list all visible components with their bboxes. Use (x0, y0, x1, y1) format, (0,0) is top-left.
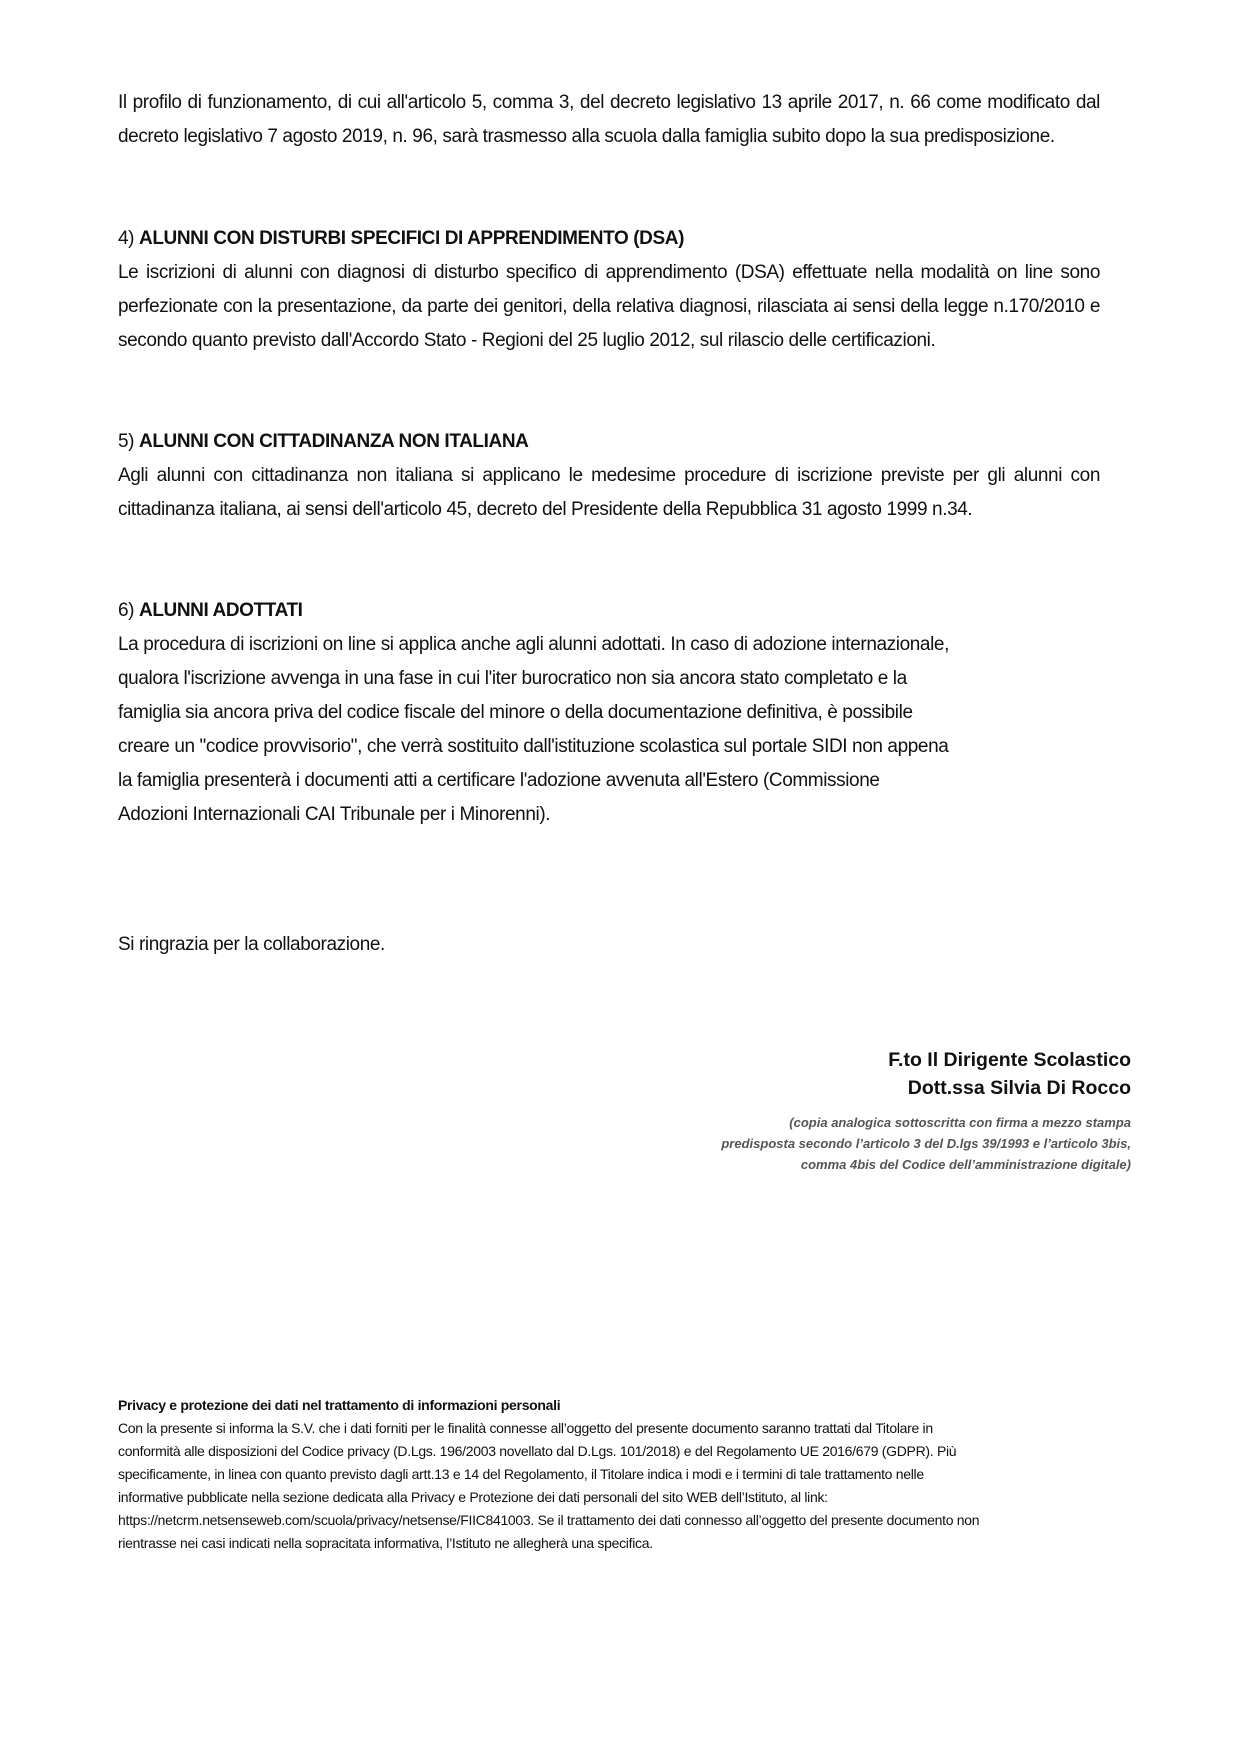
privacy-line: conformità alle disposizioni del Codice privacy (D.Lgs. 196/2003 novellato dal D.Lgs. 101/2018) e del Regolamento UE 2016/679 (GDPR). Più (118, 1443, 957, 1459)
privacy-link-line[interactable]: https://netcrm.netsenseweb.com/scuola/privacy/netsense/FIIC841003. Se il trattamento dei dati connesso all’oggetto del presente documento non (118, 1512, 980, 1528)
section-number: 6) (118, 600, 135, 621)
section-text: Agli alunni con cittadinanza non italiana si applicano le medesime procedure di iscrizione previste per gli alunni con cittadinanza italiana, ai sensi dell'articolo 45, decreto del Presidente della Repubblica 31 agosto 1999 n.34. (118, 465, 1100, 520)
signature-note (721, 1112, 1131, 1175)
intro-paragraph: Il profilo di funzionamento, di cui all'articolo 5, comma 3, del decreto legislativo 13 aprile 2017, n. 66 come modificato dal decreto legislativo 7 agosto 2019, n. 96, sarà trasmesso alla scuola dalla famiglia subito dopo la sua predisposizione. (118, 92, 1100, 147)
privacy-notice (118, 1394, 1128, 1555)
signature-name: Dott.ssa Silvia Di Rocco (907, 1077, 1131, 1099)
section-heading (118, 425, 1100, 459)
section-number: 4) (118, 228, 135, 249)
section-line: qualora l'iscrizione avvenga in una fase in cui l'iter burocratico non sia ancora stato completato e la (118, 668, 907, 689)
section-line: creare un "codice provvisorio", che verrà sostituito dall'istituzione scolastica sul portale SIDI non appena (118, 736, 949, 757)
section-number: 5) (118, 431, 135, 452)
section-dsa (118, 222, 1100, 358)
privacy-line: rientrasse nei casi indicati nella sopracitata informativa, l’Istituto ne allegherà una specifica. (118, 1535, 653, 1551)
privacy-line: Con la presente si informa la S.V. che i dati forniti per le finalità connesse all’oggetto del presente documento saranno trattati dal Titolare in (118, 1420, 933, 1436)
privacy-line: specificamente, in linea con quanto previsto dagli artt.13 e 14 del Regolamento, il Titolare indica i modi e i termini di tale trattamento nelle (118, 1466, 924, 1482)
privacy-title: Privacy e protezione dei dati nel trattamento di informazioni personali (118, 1397, 561, 1413)
section-non-italian-citizenship (118, 425, 1100, 527)
section-title: ALUNNI CON DISTURBI SPECIFICI DI APPRENDIMENTO (DSA) (139, 228, 684, 249)
section-heading (118, 222, 1100, 256)
signature-note-line: predisposta secondo l’articolo 3 del D.lgs 39/1993 e l’articolo 3bis, (721, 1136, 1131, 1151)
section-heading (118, 594, 1100, 628)
section-text: Le iscrizioni di alunni con diagnosi di disturbo specifico di apprendimento (DSA) effettuate nella modalità on line sono perfezionate con la presentazione, da parte dei genitori, della relativa diagnosi, rilasciata ai sensi della legge n.170/2010 e secondo quanto previsto dall'Accordo Stato - Regioni del 25 luglio 2012, sul rilascio delle certificazioni. (118, 262, 1100, 351)
section-line: la famiglia presenterà i documenti atti a certificare l'adozione avvenuta all'Estero (Commissione (118, 770, 880, 791)
signature-note-line: comma 4bis del Codice dell’amministrazione digitale) (800, 1157, 1131, 1172)
section-adopted-students (118, 594, 1100, 832)
section-line: famiglia sia ancora priva del codice fiscale del minore o della documentazione definitiva, è possibile (118, 702, 913, 723)
section-line: Adozioni Internazionali CAI Tribunale per i Minorenni). (118, 804, 551, 825)
section-line: La procedura di iscrizioni on line si applica anche agli alunni adottati. In caso di adozione internazionale, (118, 634, 949, 655)
signature-note-line: (copia analogica sottoscritta con firma a mezzo stampa (789, 1115, 1131, 1130)
privacy-line: informative pubblicate nella sezione dedicata alla Privacy e Protezione dei dati personali del sito WEB dell’Istituto, al link: (118, 1489, 828, 1505)
section-title: ALUNNI ADOTTATI (139, 600, 303, 621)
section-title: ALUNNI CON CITTADINANZA NON ITALIANA (139, 431, 529, 452)
signature-block (888, 1046, 1131, 1102)
closing-text: Si ringrazia per la collaborazione. (118, 934, 385, 955)
signature-role: F.to Il Dirigente Scolastico (888, 1049, 1131, 1071)
